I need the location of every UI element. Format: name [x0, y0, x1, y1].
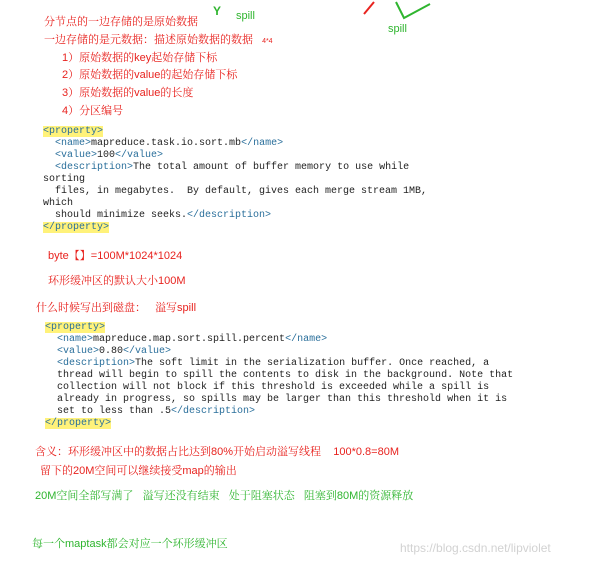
code-line: [45, 418, 513, 430]
code-line: [45, 322, 513, 334]
code-line: [45, 334, 513, 346]
name-close-tag: </name>: [285, 334, 328, 345]
code-line: [43, 138, 427, 150]
name-close-tag: </name>: [241, 138, 284, 149]
description-close-tag: </description>: [187, 210, 272, 221]
property-value: 100: [97, 150, 116, 161]
property-open-tag: <property>: [43, 126, 104, 137]
value-open-tag: <value>: [57, 346, 100, 357]
description-text: The soft limit in the serialization buffer. Once reached, a: [135, 358, 490, 369]
code-line: sorting: [43, 174, 86, 185]
property-name: mapreduce.task.io.sort.mb: [91, 138, 242, 149]
code-line: [45, 406, 513, 418]
note-meaning: 含义：环形缓冲区中的数据占比达到80%开始启动溢写线程 100*0.8=80M: [35, 446, 399, 458]
property-value: 0.80: [99, 346, 124, 357]
property-close-tag: </property>: [45, 418, 112, 429]
code-line: already in progress, so spills may be larger than this threshold when it is: [57, 394, 508, 405]
note-title-metadata-tag: 4*4: [262, 38, 273, 45]
watermark-url: https://blog.csdn.net/lipviolet: [400, 541, 551, 555]
green-check-stroke: [396, 2, 430, 18]
handwritten-marks: [360, 0, 440, 24]
value-close-tag: </value>: [123, 346, 172, 357]
note-buffer-full: 20M空间全部写满了 溢写还没有结束 处于阻塞状态 阻塞到80M的资源释放: [35, 490, 414, 502]
code-line: collection will not block if this threshold is exceeded while a spill is: [57, 382, 490, 393]
note-when-to-disk: [36, 299, 196, 315]
code-line: [43, 126, 427, 138]
spill-label-2: spill: [388, 23, 407, 35]
note-title-metadata: [44, 31, 273, 47]
note-when-text: 什么时候写出到磁盘：: [36, 302, 146, 314]
code-line: [43, 162, 427, 174]
property-name: mapreduce.map.sort.spill.percent: [93, 334, 286, 345]
note-item-2: 2）原始数据的value的起始存储下标: [62, 69, 238, 81]
code-line: [45, 346, 513, 358]
description-text: should minimize seeks.: [43, 210, 188, 221]
description-close-tag: </description>: [171, 406, 256, 417]
description-text: The total amount of buffer memory to use while: [133, 162, 410, 173]
note-item-3: 3）原始数据的value的长度: [62, 87, 194, 99]
code-line: [43, 150, 427, 162]
description-open-tag: <description>: [57, 358, 136, 369]
code-line: [45, 358, 513, 370]
property-close-tag: </property>: [43, 222, 110, 233]
code-line: files, in megabytes. By default, gives each merge stream 1MB,: [43, 186, 428, 197]
spill-label-1: spill: [236, 10, 255, 22]
value-close-tag: </value>: [115, 150, 164, 161]
code-line: [43, 210, 427, 222]
code-line: which: [43, 198, 74, 209]
note-remaining-space: 留下的20M空间可以继续接受map的输出: [40, 465, 237, 477]
code-line: [43, 222, 427, 234]
code-line: thread will begin to spill the contents to disk in the background. Note that: [57, 370, 514, 381]
note-ring-default: 环形缓冲区的默认大小100M: [48, 275, 186, 287]
code-block-sort-mb: [43, 126, 427, 234]
note-each-maptask: 每一个maptask都会对应一个环形缓冲区: [32, 538, 228, 550]
note-spill-tag: 溢写spill: [155, 302, 197, 314]
note-item-4: 4）分区编号: [62, 105, 124, 117]
note-title-metadata-text: 一边存储的是元数据：描述原始数据的数据: [44, 34, 253, 46]
property-open-tag: <property>: [45, 322, 106, 333]
red-stroke: [364, 2, 374, 14]
code-block-spill-percent: [45, 322, 513, 430]
note-title-raw-data: 分节点的一边存储的是原始数据: [44, 16, 198, 28]
note-item-1: 1）原始数据的key起始存储下标: [62, 52, 218, 64]
name-open-tag: <name>: [55, 138, 92, 149]
name-open-tag: <name>: [57, 334, 94, 345]
description-text: set to less than .5: [57, 406, 172, 417]
value-open-tag: <value>: [55, 150, 98, 161]
description-open-tag: <description>: [55, 162, 134, 173]
green-y-mark: Y: [213, 4, 222, 18]
note-byte-array: byte【】=100M*1024*1024: [48, 250, 183, 262]
